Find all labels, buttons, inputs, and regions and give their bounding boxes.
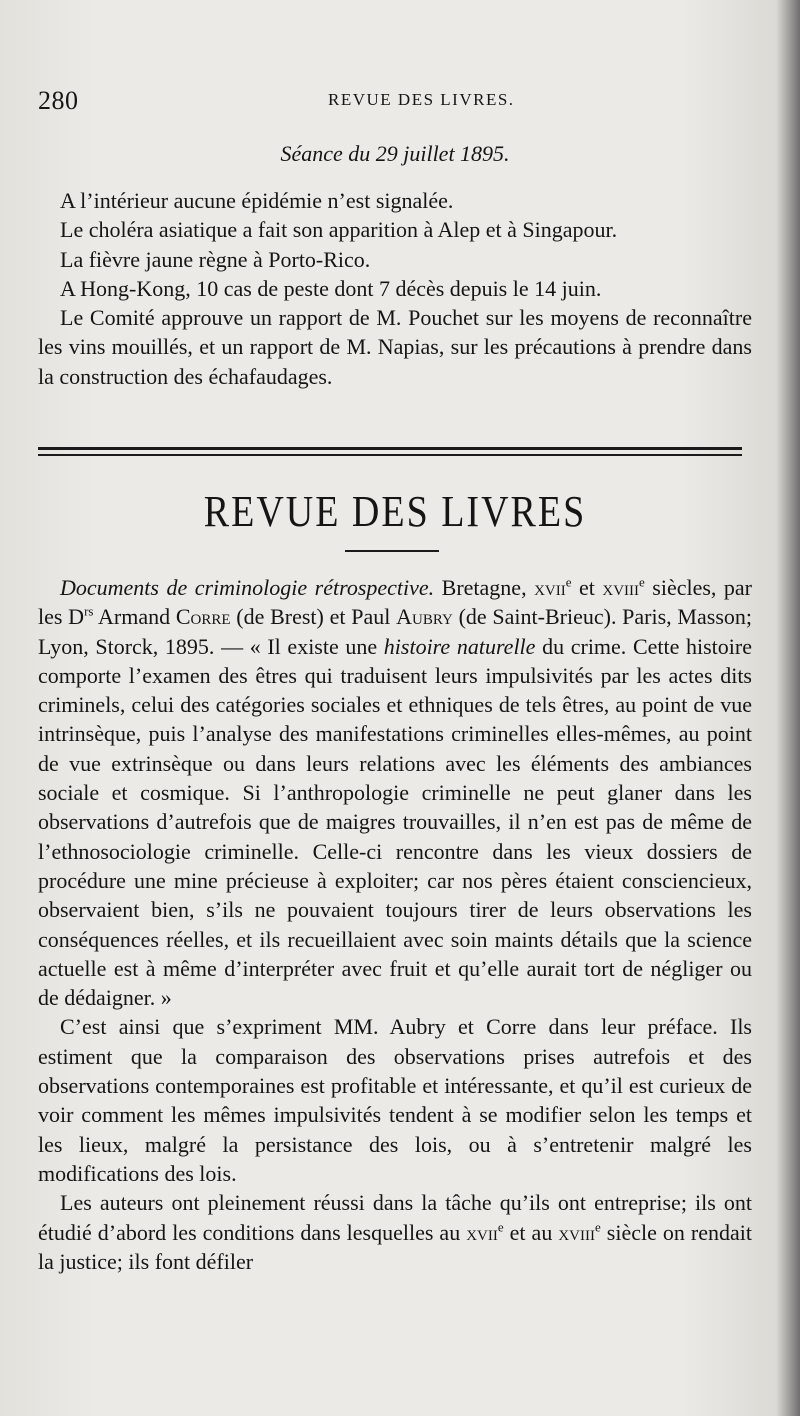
text-span: du crime. Cette histoire comporte l’examen des êtres qui traduisent leurs impulsivités par les actes dits criminels, celui des catégories sociales et ethniques de tels êtres, au point de vue intrinsèque, puis l’analyse des manifestations criminelles elles-mêmes, au point de vue extrinsèque ou dans leurs relations avec les éléments des ambiances sociale et cosmique. Si l’anthropologie criminelle ne peut glaner dans les observations d’autrefois que de maigres trouvailles, il n’en est pas de même de l’ethnosociologie criminelle. Celle-ci rencontre dans les vieux dossiers de procédure une mine précieuse à exploiter; car nos pères étaient consciencieux, observaient bien, s’ils ne pouvaient toujours tirer de leurs observations les conséquences réelles, et ils recueillaient avec soin maints détails que la science actuelle est à même d’interpréter avec fruit et qu’elle aurait tort de négliger ou de dédaigner. » [38,633,752,1011]
section-title: REVUE DES LIVRES [203,487,587,537]
double-rule-top [38,447,742,450]
text-span: et [571,575,603,600]
running-header [38,86,758,116]
text-span: Bretagne, [434,575,535,600]
page-number: 280 [38,86,79,115]
text-span: et au [503,1219,559,1245]
paragraph-yellow-fever: La fièvre jaune règne à Porto-Rico. [60,246,371,272]
seance-heading: Séance du 29 juillet 1895. [280,141,510,166]
author-aubry: Aubry [396,604,453,630]
double-rule-bottom [38,454,742,456]
superscript: e [595,1219,601,1235]
century-17: xvii [466,1219,498,1245]
review-paragraph-2: C’est ainsi que s’expriment MM. Aubry et Corre dans leur préface. Ils estiment que la comparaison des observations prises autrefois et des observations contemporaines est profitable et intéressante, et qu’il est curieux de voir comment les mêmes impulsivités tendent à se modifier selon les temps et les lieux, malgré la persistance des lois, ou à s’entretenir malgré les modifications des lois. [38,1014,752,1186]
paragraph-cholera: Le choléra asiatique a fait son apparition à Alep et à Singapour. [60,217,618,243]
paragraph-committee: Le Comité approuve un rapport de M. Pouchet sur les moyens de reconnaître les vins mouillés, et un rapport de M. Napias, sur les précautions à prendre dans la construction des échafaudages. [38,305,752,389]
text-span: (de Saint-Brieuc). Paris, Masson; Lyon, Storck, 1895. — « Il existe une [38,604,752,659]
text-span: (de Brest) et Paul [230,604,397,630]
seance-section [38,186,752,391]
century-17: xvii [534,575,566,600]
author-corre: Corre [175,604,231,630]
century-18: xviii [558,1219,595,1245]
book-title: Documents de criminologie rétrospective. [60,575,435,600]
text-span: Les auteurs ont pleinement réussi dans la tâche qu’ils ont entreprise; ils ont étudié d’abord les conditions dans lesquelles au [38,1190,752,1245]
century-18: xviii [602,575,640,600]
superscript: e [565,574,572,590]
paragraph-hong-kong: A Hong-Kong, 10 cas de peste dont 7 décès depuis le 14 juin. [60,275,602,301]
superscript: rs [84,603,94,619]
text-span: Armand [93,604,176,630]
text-span: siècles, par les D [38,575,753,630]
running-title: REVUE DES LIVRES. [328,90,515,109]
paragraph-epidemic: A l’intérieur aucune épidémie n’est signalée. [60,188,454,213]
review-paragraph-1 [38,573,752,1012]
title-underline [345,550,439,552]
superscript: e [639,574,645,590]
review-paragraph-3 [38,1188,752,1276]
review-section [38,573,752,1276]
superscript: e [497,1219,504,1235]
emphasis: histoire naturelle [383,633,536,659]
text-span: siècle on rendait la justice; ils font défiler [38,1219,752,1274]
